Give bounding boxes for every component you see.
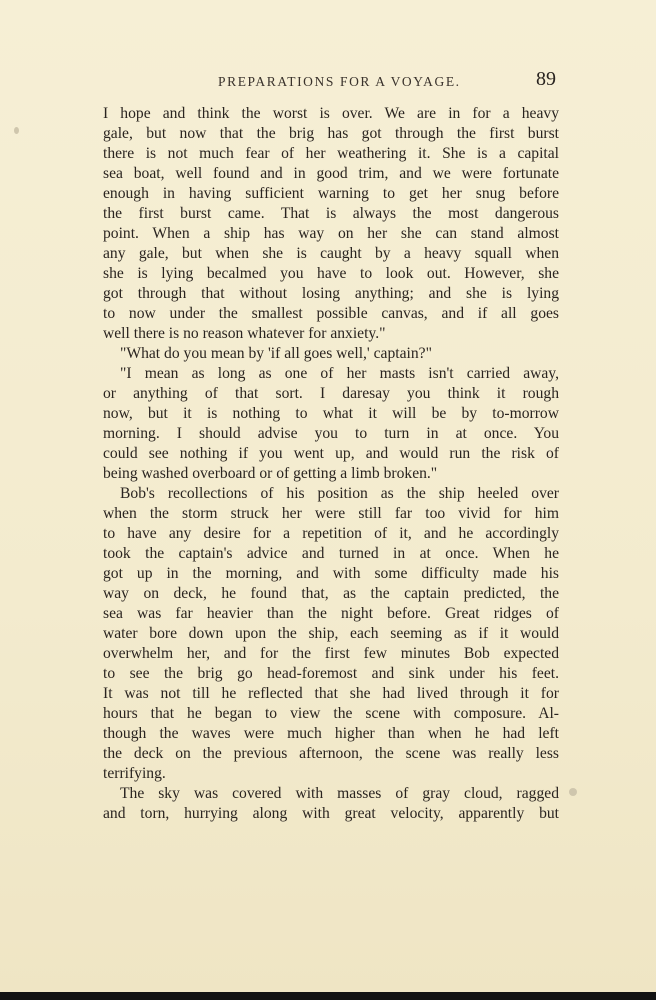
text-line: to have any desire for a repetition of it, and he accordingly [103, 525, 559, 542]
text-line: water bore down upon the ship, each seeming as if it would [103, 625, 559, 642]
scan-edge-bar [0, 992, 656, 1000]
text-line: the deck on the previous afternoon, the scene was really less [103, 745, 559, 762]
body-text [103, 104, 559, 824]
text-line: to now under the smallest possible canvas, and if all goes [103, 305, 559, 322]
running-head: PREPARATIONS FOR A VOYAGE. [218, 74, 461, 89]
text-line: she is lying becalmed you have to look out. However, she [103, 265, 559, 282]
text-line: gale, but now that the brig has got through the first burst [103, 125, 559, 142]
paper-speck [14, 127, 19, 134]
text-line: got up in the morning, and with some difficulty made his [103, 565, 559, 582]
text-line: Bob's recollections of his position as the ship heeled over [120, 485, 559, 502]
text-line: The sky was covered with masses of gray cloud, ragged [120, 785, 559, 802]
text-line: being washed overboard or of getting a limb broken." [103, 465, 438, 482]
text-line: overwhelm her, and for the first few minutes Bob expected [103, 645, 559, 662]
text-line: point. When a ship has way on her she can stand almost [103, 225, 559, 242]
text-line: well there is no reason whatever for anxiety." [103, 325, 386, 342]
text-line: could see nothing if you went up, and would run the risk of [103, 445, 559, 462]
text-line: when the storm struck her were still far too vivid for him [103, 505, 559, 522]
text-line: hours that he began to view the scene with composure. Al- [103, 705, 559, 722]
text-line: terrifying. [103, 765, 166, 782]
text-line: sea was far heavier than the night before. Great ridges of [103, 605, 559, 622]
text-line: or anything of that sort. I daresay you think it rough [103, 385, 559, 402]
text-line: "What do you mean by 'if all goes well,' captain?" [120, 345, 432, 362]
text-line: now, but it is nothing to what it will be by to-morrow [103, 405, 559, 422]
text-line: and torn, hurrying along with great velocity, apparently but [103, 805, 559, 822]
text-line: I hope and think the worst is over. We are in for a heavy [103, 105, 559, 122]
text-line: took the captain's advice and turned in at once. When he [103, 545, 559, 562]
page-number: 89 [536, 68, 556, 90]
text-line: there is not much fear of her weathering it. She is a capital [103, 145, 559, 162]
text-line: way on deck, he found that, as the captain predicted, the [103, 585, 559, 602]
text-line: though the waves were much higher than when he had left [103, 725, 559, 742]
text-line: got through that without losing anything; and she is lying [103, 285, 559, 302]
text-line: the first burst came. That is always the most dangerous [103, 205, 559, 222]
text-line: sea boat, well found and in good trim, and we were fortunate [103, 165, 559, 182]
paper-speck [569, 788, 577, 796]
page-header [0, 68, 656, 98]
text-line: enough in having sufficient warning to get her snug before [103, 185, 559, 202]
text-line: It was not till he reflected that she had lived through it for [103, 685, 559, 702]
text-line: any gale, but when she is caught by a heavy squall when [103, 245, 559, 262]
text-line: to see the brig go head-foremost and sink under his feet. [103, 665, 559, 682]
text-line: morning. I should advise you to turn in at once. You [103, 425, 559, 442]
text-line: "I mean as long as one of her masts isn't carried away, [120, 365, 559, 382]
